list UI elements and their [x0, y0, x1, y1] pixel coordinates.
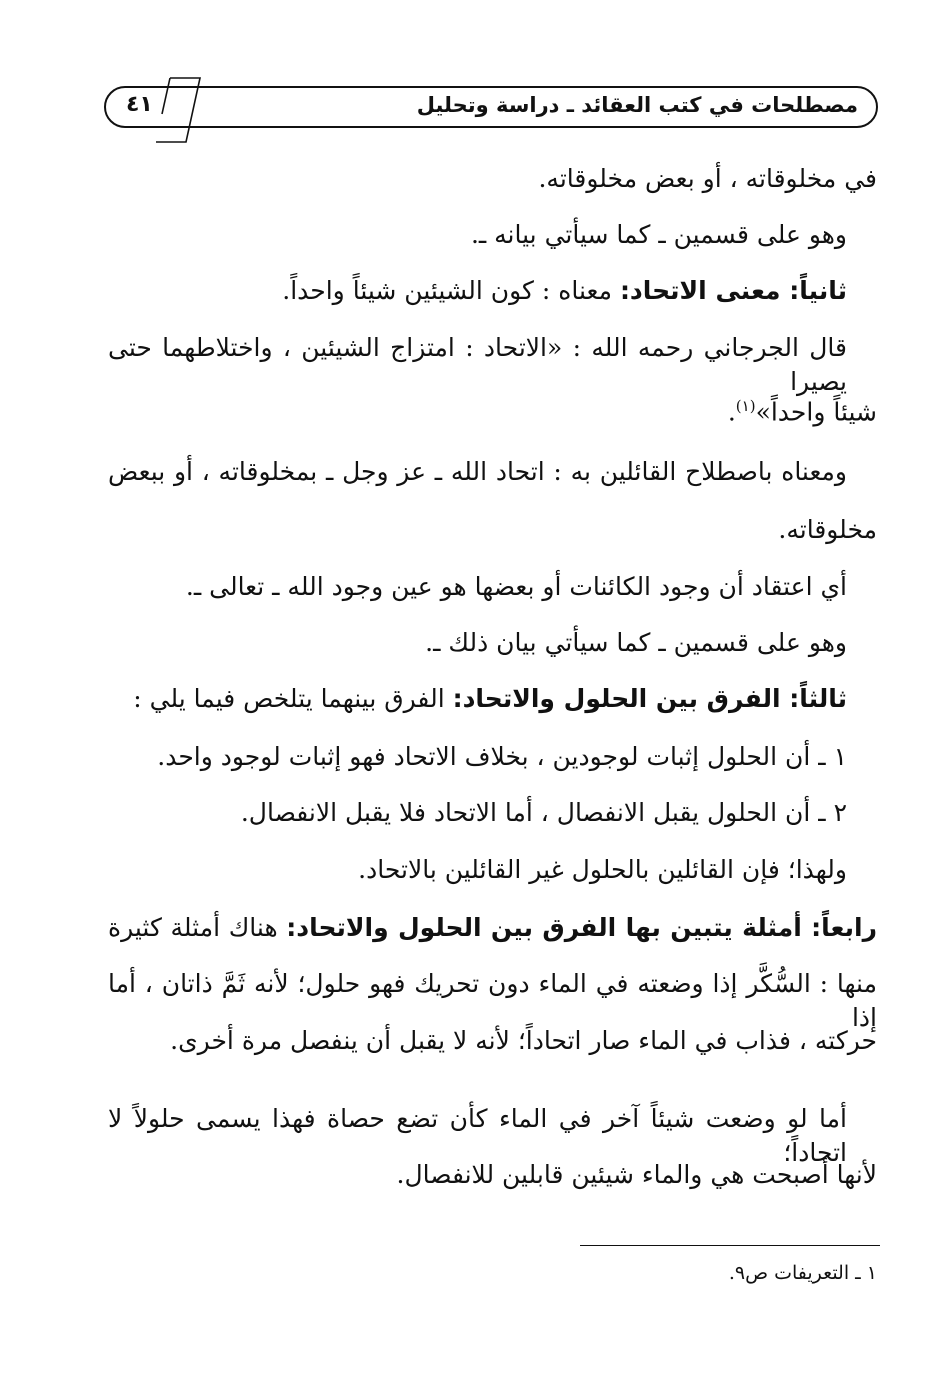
text-line: وهو على قسمين ـ كما سيأتي بيان ذلك ـ.	[425, 628, 847, 657]
footnote-ref: (١)	[735, 397, 756, 415]
text-line: منها : السُّكَّر إذا وضعته في الماء دون تحريك فهو حلول؛ لأنه ثَمَّ ذاتان ، أما إذا	[108, 969, 877, 1032]
text-span: .	[727, 397, 736, 427]
section-heading: رابعاً: أمثلة يتبين بها الفرق بين الحلول والاتحاد:	[286, 913, 878, 942]
page-number-frame	[150, 74, 210, 146]
text-line	[108, 911, 877, 945]
text-line: وهو على قسمين ـ كما سيأتي بيانه ـ.	[470, 220, 847, 249]
text-line: ولهذا؛ فإن القائلين بالحلول غير القائلين بالاتحاد.	[358, 855, 847, 884]
text-line	[282, 274, 847, 308]
text-line: في مخلوقاته ، أو بعض مخلوقاته.	[538, 164, 877, 193]
page-number: ٤١	[126, 92, 153, 117]
section-heading: ثانياً: معنى الاتحاد:	[619, 276, 847, 305]
book-title: مصطلحات في كتب العقائد ـ دراسة وتحليل	[416, 93, 858, 117]
text-line	[728, 389, 877, 429]
text-line: لأنها أصبحت هي والماء شيئين قابلين للانفصال.	[396, 1160, 877, 1189]
text-line: حركته ، فذاب في الماء صار اتحاداً؛ لأنه لا يقبل أن ينفصل مرة أخرى.	[170, 1026, 877, 1055]
running-header	[104, 86, 878, 128]
footnote-divider	[580, 1245, 880, 1246]
list-item: ٢ ـ أن الحلول يقبل الانفصال ، أما الاتحاد فلا يقبل الانفصال.	[240, 798, 847, 827]
text-line: أما لو وضعت شيئاً آخر في الماء كأن تضع حصاة فهذا يسمى حلولاً لا اتحاداً؛	[108, 1104, 847, 1167]
text-line: ومعناه باصطلاح القائلين به : اتحاد الله ـ عز وجل ـ بمخلوقاته ، أو ببعض	[108, 457, 847, 486]
text-span: الفرق بينهما يتلخص فيما يلي :	[133, 684, 453, 713]
text-line: مخلوقاته.	[778, 515, 877, 544]
text-line	[133, 682, 847, 716]
list-item: ١ ـ أن الحلول إثبات لوجودين ، بخلاف الاتحاد فهو إثبات لوجود واحد.	[157, 742, 847, 771]
text-span: هناك أمثلة كثيرة	[108, 913, 287, 942]
text-line: أي اعتقاد أن وجود الكائنات أو بعضها هو عين وجود الله ـ تعالى ـ.	[185, 572, 847, 601]
footnote: ١ ـ التعريفات ص٩.	[728, 1262, 877, 1284]
text-line: قال الجرجاني رحمه الله : «الاتحاد : امتزاج الشيئين ، واختلاطهما حتى يصيرا	[108, 333, 847, 396]
text-span: معناه : كون الشيئين شيئاً واحداً.	[282, 276, 620, 305]
text-span: شيئاً واحداً»	[755, 397, 877, 427]
section-heading: ثالثاً: الفرق بين الحلول والاتحاد:	[452, 684, 847, 713]
